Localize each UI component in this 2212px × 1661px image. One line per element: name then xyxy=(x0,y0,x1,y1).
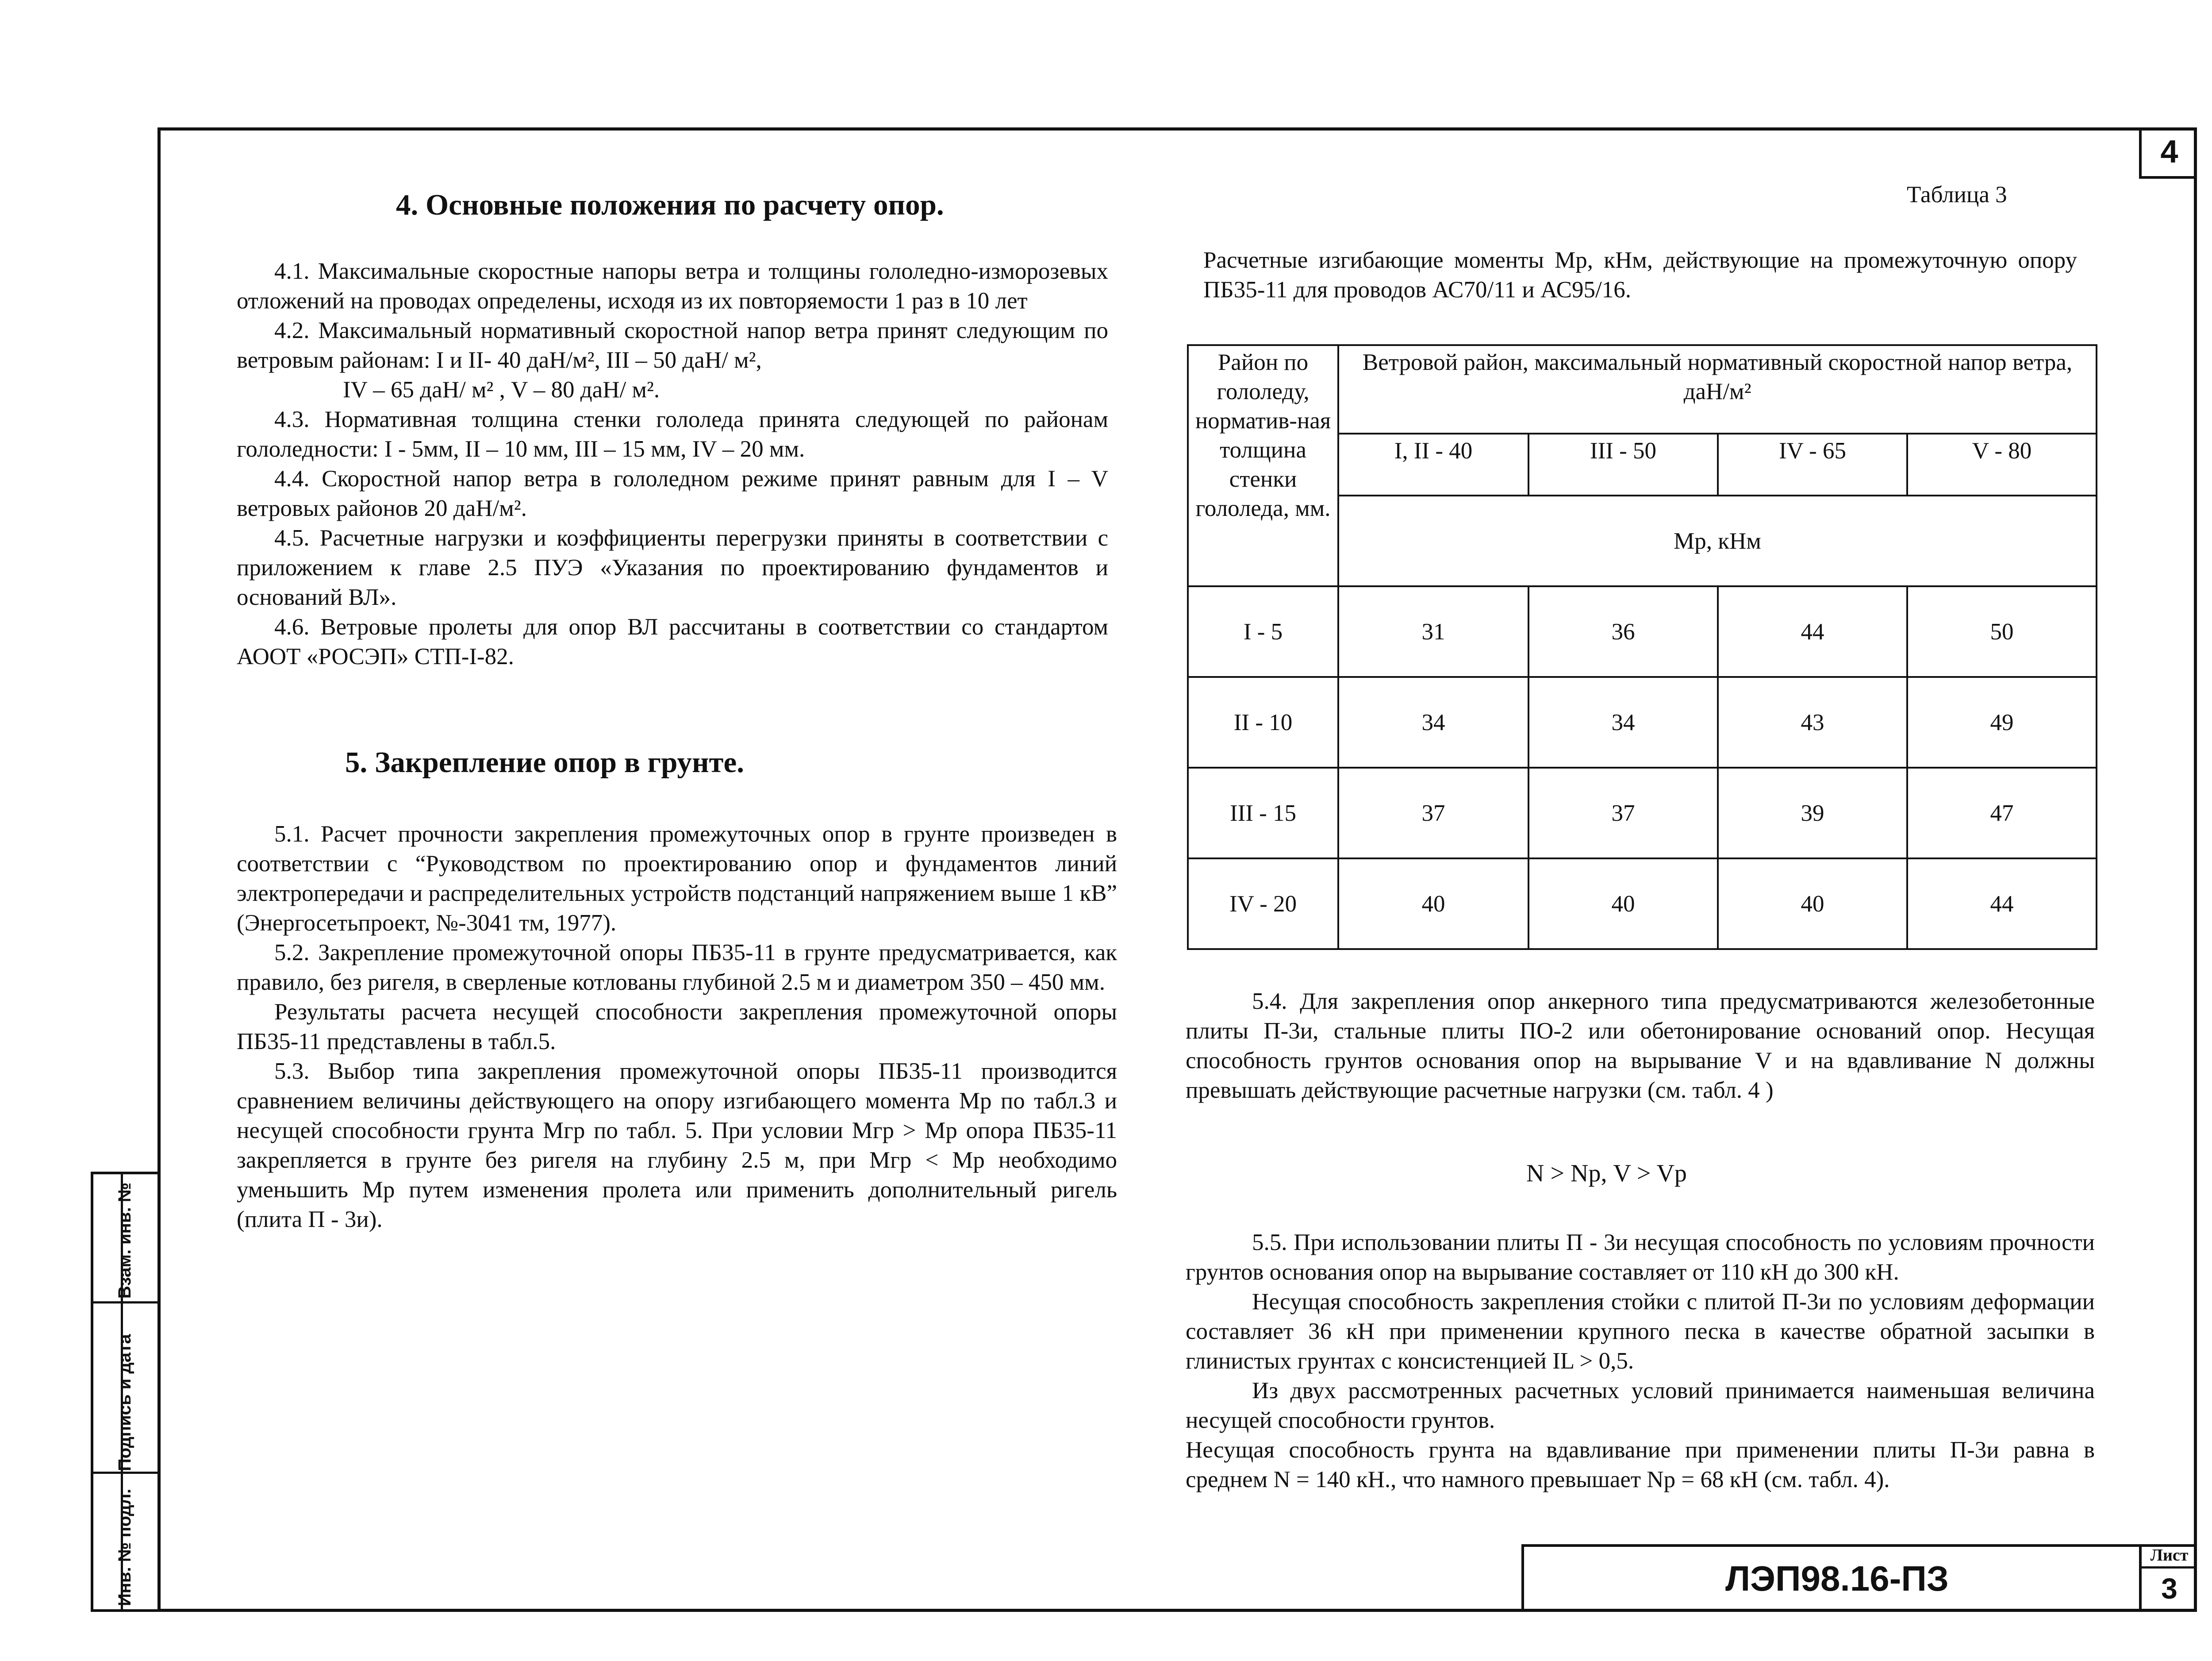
table-cell: 40 xyxy=(1528,858,1718,949)
section-4-heading: 4. Основные положения по расчету опор. xyxy=(396,188,944,221)
table-cell: 36 xyxy=(1528,586,1718,677)
table-cell: 31 xyxy=(1338,586,1528,677)
paragraph-4-6: 4.6. Ветровые пролеты для опор ВЛ рассчитаны в соответствии со стандартом АООТ «РОСЭП» СТП-I-82. xyxy=(237,614,1108,669)
column-header: V - 80 xyxy=(1907,434,2097,496)
table-row xyxy=(1188,677,2097,768)
paragraph-4-1: 4.1. Максимальные скоростные напоры ветра и толщины гололедно-изморозевых отложений на проводах определены, исходя из их повторяемости 1 раз в 10 лет xyxy=(237,258,1108,314)
stamp-label-inv: Инв. № подл. xyxy=(115,1488,134,1606)
table-cell: 47 xyxy=(1907,768,2097,858)
table-cell: 34 xyxy=(1528,677,1718,768)
paragraph-5-2: 5.2. Закрепление промежуточной опоры ПБ35-11 в грунте предусматривается, как правило, без ригеля, в сверленые котлованы глубиной 2.5 м и диаметром 350 – 450 мм. xyxy=(237,940,1117,995)
table-row xyxy=(1188,768,2097,858)
column-header: III - 50 xyxy=(1528,434,1718,496)
paragraph-4-2: 4.2. Максимальный нормативный скоростной напор ветра принят следующим по ветровым районам: I и II- 40 даН/м², III – 50 даН/ м², xyxy=(237,318,1108,373)
table-caption-text: Расчетные изгибающие моменты Мр, кНм, действующие на промежуточную опору ПБ35-11 для проводов АС70/11 и АС95/16. xyxy=(1203,247,2077,303)
table-cell: 39 xyxy=(1718,768,1907,858)
sheet-box xyxy=(2139,1544,2197,1612)
paragraph-5-1: 5.1. Расчет прочности закрепления промежуточных опор в грунте произведен в соответствии с “Руководством по проектированию опор и фундаментов линий электропередачи и распределительных устройств подстанций напряжением выше 1 кВ” (Энергосетьпроект, №-3041 тм, 1977). xyxy=(237,821,1117,936)
document-code: ЛЭП98.16-ПЗ xyxy=(1725,1559,1949,1598)
row-label: III - 15 xyxy=(1188,768,1338,858)
table-cell: 43 xyxy=(1718,677,1907,768)
table-cell: 37 xyxy=(1338,768,1528,858)
table-label: Таблица 3 xyxy=(1907,182,2007,208)
section-4-text xyxy=(237,257,1108,672)
formula: N > Nр, V > Vр xyxy=(1526,1160,1687,1187)
sheet-number: 3 xyxy=(2161,1572,2177,1605)
column-header: I, II - 40 xyxy=(1338,434,1528,496)
stamp-label-vzam: Взам. инв. № xyxy=(115,1182,134,1299)
sheet-label: Лист xyxy=(2142,1544,2197,1569)
table-caption xyxy=(1203,246,2077,305)
table-cell: 49 xyxy=(1907,677,2097,768)
table-cell: 44 xyxy=(1907,858,2097,949)
paragraph-5-5-block xyxy=(1186,1228,2095,1495)
table-cell: 40 xyxy=(1718,858,1907,949)
table-cell: 34 xyxy=(1338,677,1528,768)
paragraph-4-4: 4.4. Скоростной напор ветра в гололедном режиме принят равным для I – V ветровых районов 20 даН/м². xyxy=(237,466,1108,521)
row-label: II - 10 xyxy=(1188,677,1338,768)
row-label: I - 5 xyxy=(1188,586,1338,677)
paragraph-5-5: 5.5. При использовании плиты П - 3и несущая способность по условиям прочности грунтов основания опор на вырывание составляет от 110 кН до 300 кН. xyxy=(1186,1230,2095,1285)
bending-moment-table xyxy=(1187,344,2097,950)
table-cell: 40 xyxy=(1338,858,1528,949)
table-cell: 44 xyxy=(1718,586,1907,677)
paragraph-5-5-deformation: Несущая способность закрепления стойки с плитой П-3и по условиям деформации составляет 36 кН при применении крупного песка в качестве обратной засыпки в глинистых грунтах с консистенцией IL > 0,5. xyxy=(1186,1289,2095,1374)
stamp-label-podpis: Подпись и дата xyxy=(115,1334,134,1471)
paragraph-5-5-conclusion: Из двух рассмотренных расчетных условий принимается наименьшая величина несущей способности грунтов. xyxy=(1186,1378,2095,1433)
paragraph-5-4: 5.4. Для закрепления опор анкерного типа предусматриваются железобетонные плиты П-3и, стальные плиты ПО-2 или обетонирование оснований опор. Несущая способность грунтов основания опор на вырывание V и на вдавливание N должны превышать действующие расчетные нагрузки (см. табл. 4 ) xyxy=(1186,988,2095,1103)
paragraph-4-2-continued: IV – 65 даН/ м² , V – 80 даН/ м². xyxy=(343,377,660,403)
paragraph-5-3: 5.3. Выбор типа закрепления промежуточной опоры ПБ35-11 производится сравнением величины действующего на опору изгибающего момента Мр по табл.3 и несущей способности грунта Мгр по табл. 5. При условии Мгр > Мр опора ПБ35-11 закрепляется в грунте без ригеля на глубину 2.5 м, при Мгр < Мр необходимо уменьшить Мр путем изменения пролета или применить дополнительный ригель (плита П - 3и). xyxy=(237,1058,1117,1232)
unit-row: Мр, кНм xyxy=(1338,496,2097,586)
page-number: 4 xyxy=(2139,127,2197,179)
row-label: IV - 20 xyxy=(1188,858,1338,949)
paragraph-4-5: 4.5. Расчетные нагрузки и коэффициенты перегрузки приняты в соответствии с приложением к главе 2.5 ПУЭ «Указания по проектированию фундаментов и оснований ВЛ». xyxy=(237,525,1108,610)
table-cell: 50 xyxy=(1907,586,2097,677)
group-header-cell: Ветровой район, максимальный нормативный скоростной напор ветра, даН/м² xyxy=(1338,345,2097,434)
paragraph-4-3: 4.3. Нормативная толщина стенки гололеда принята следующей по районам гололедности: I - 5мм, II – 10 мм, III – 15 мм, IV – 20 мм. xyxy=(237,407,1108,462)
paragraph-5-4-block xyxy=(1186,987,2095,1105)
section-5-heading: 5. Закрепление опор в грунте. xyxy=(345,746,744,779)
table-cell: 37 xyxy=(1528,768,1718,858)
paragraph-5-5-compression: Несущая способность грунта на вдавливание при применении плиты П-3и равна в среднем N = 140 кН., что намного превышает Nр = 68 кН (см. табл. 4). xyxy=(1186,1437,2095,1492)
table-row xyxy=(1188,858,2097,949)
row-header-cell: Район по гололеду, норматив-ная толщина стенки гололеда, мм. xyxy=(1188,345,1338,586)
column-header: IV - 65 xyxy=(1718,434,1907,496)
table-row xyxy=(1188,586,2097,677)
section-5-text xyxy=(237,819,1117,1234)
paragraph-5-2-results: Результаты расчета несущей способности закрепления промежуточной опоры ПБ35-11 представлены в табл.5. xyxy=(237,999,1117,1054)
